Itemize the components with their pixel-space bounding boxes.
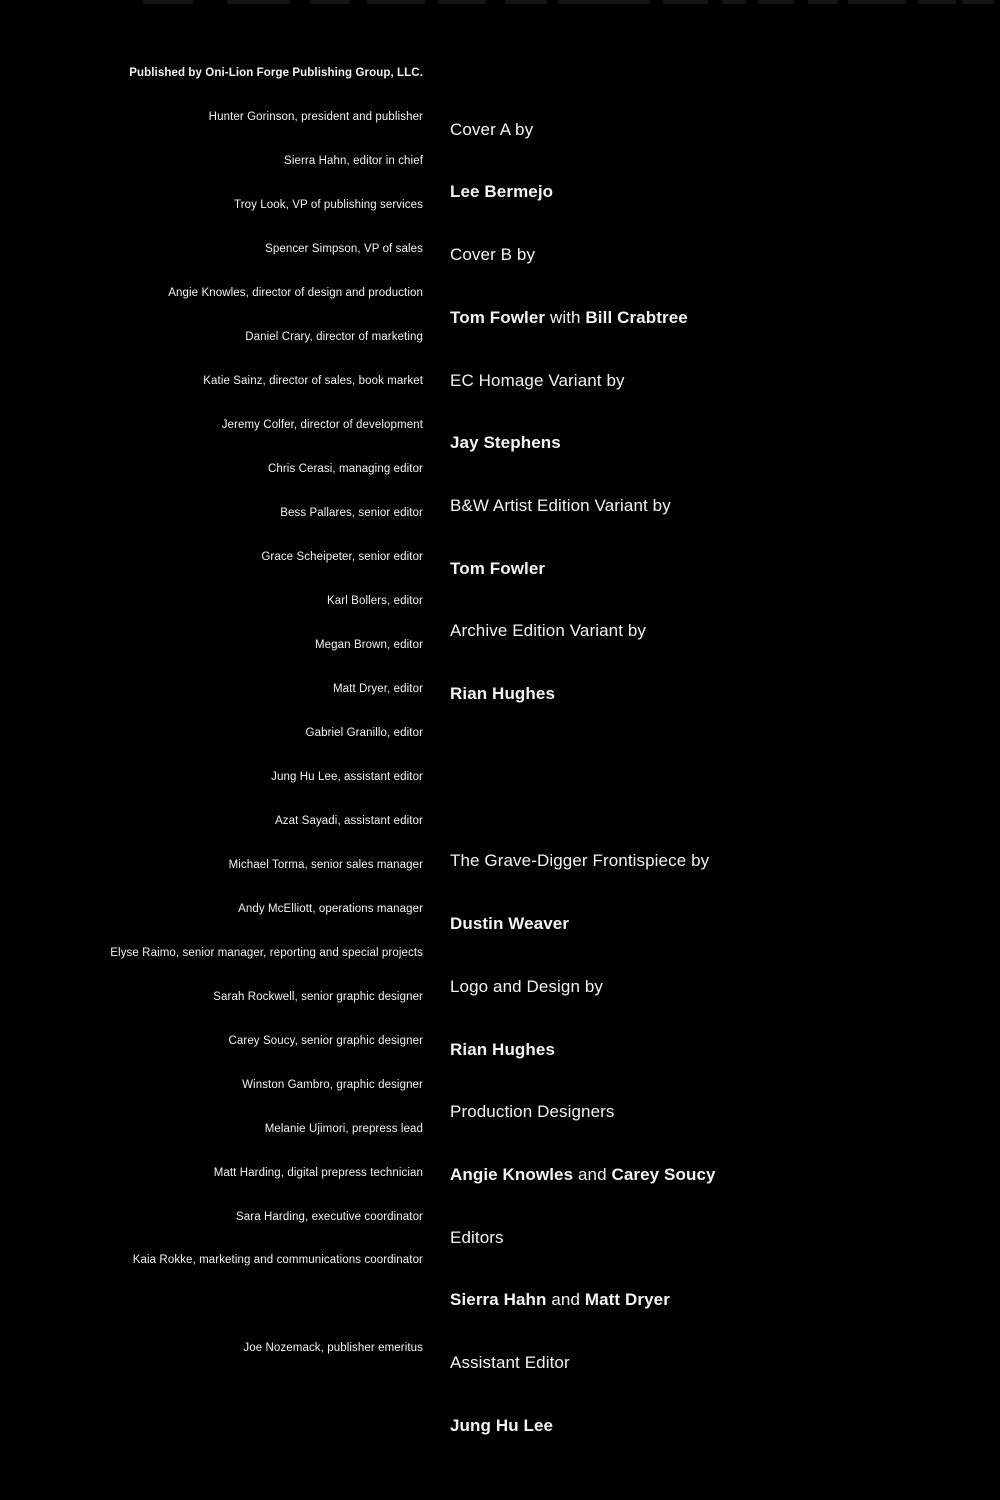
staff-line: Jeremy Colfer, director of development xyxy=(221,419,423,432)
staff-line: Melanie Ujimori, prepress lead xyxy=(264,1122,423,1135)
staff-line: Megan Brown, editor xyxy=(314,638,423,651)
staff-line: Troy Look, VP of publishing services xyxy=(234,199,423,212)
publishing-staff-column xyxy=(0,37,423,1371)
staff-line: Kaia Rokke, marketing and communications coordinator xyxy=(132,1254,423,1267)
staff-line: Bess Pallares, senior editor xyxy=(280,507,423,519)
credit-line: Cover A by xyxy=(450,119,534,139)
spacer xyxy=(0,1297,423,1312)
credit-line: Tom Fowler xyxy=(450,558,546,578)
credit-line: EC Homage Variant by xyxy=(450,370,625,390)
staff-line: Hunter Gorinson, president and publisher xyxy=(208,111,423,124)
credit-line: Dustin Weaver xyxy=(450,914,570,934)
staff-line: Sara Harding, executive coordinator xyxy=(236,1210,423,1223)
credit-line: The Grave-Digger Frontispiece by xyxy=(450,851,710,871)
staff-line: Carey Soucy, senior graphic designer xyxy=(228,1034,423,1047)
staff-line: Katie Sainz, director of sales, book market xyxy=(203,375,423,388)
interior-credits-section xyxy=(450,810,990,1479)
credit-line: Production Designers xyxy=(450,1102,615,1122)
publisher-emeritus-line: Joe Nozemack, publisher emeritus xyxy=(243,1342,423,1355)
credit-line: Sierra Hahn and Matt Dryer xyxy=(450,1290,670,1310)
staff-line: Grace Scheipeter, senior editor xyxy=(261,550,423,563)
staff-line: Sierra Hahn, editor in chief xyxy=(284,155,423,168)
staff-line: Chris Cerasi, managing editor xyxy=(267,463,423,476)
staff-line: Gabriel Granillo, editor xyxy=(305,726,423,739)
staff-line: Angie Knowles, director of design and production xyxy=(168,287,423,300)
staff-line: Jung Hu Lee, assistant editor xyxy=(271,770,423,783)
credit-line: Jung Hu Lee xyxy=(450,1415,554,1435)
credit-line: Cover B by xyxy=(450,245,536,265)
staff-line: Sarah Rockwell, senior graphic designer xyxy=(213,990,423,1003)
published-by-line: Published by Oni-Lion Forge Publishing Group, LLC. xyxy=(129,67,423,80)
credit-line: Rian Hughes xyxy=(450,684,556,704)
credit-line: Tom Fowler with Bill Crabtree xyxy=(450,307,688,327)
staff-line: Karl Bollers, editor xyxy=(327,594,423,607)
staff-line: Elyse Raimo, senior manager, reporting and special projects xyxy=(110,946,423,959)
credit-line: Logo and Design by xyxy=(450,976,604,996)
staff-line: Spencer Simpson, VP of sales xyxy=(265,243,423,256)
staff-line: Winston Gambro, graphic designer xyxy=(242,1078,423,1091)
creator-credits-column xyxy=(450,36,990,1500)
staff-line: Matt Harding, digital prepress technician xyxy=(213,1166,423,1179)
staff-line: Michael Torma, senior sales manager xyxy=(228,858,423,871)
credit-line: Angie Knowles and Carey Soucy xyxy=(450,1165,716,1185)
credit-line: Rian Hughes xyxy=(450,1039,556,1059)
staff-line: Daniel Crary, director of marketing xyxy=(245,331,423,344)
staff-line: Andy McElliott, operations manager xyxy=(238,902,423,915)
credit-line: Lee Bermejo xyxy=(450,182,554,202)
staff-line: Matt Dryer, editor xyxy=(333,682,423,695)
credit-line: Archive Edition Variant by xyxy=(450,621,646,641)
cover-credits-section xyxy=(450,78,990,747)
credit-line: Jay Stephens xyxy=(450,433,561,453)
top-edge-artifact xyxy=(0,0,1000,6)
credit-line: Assistant Editor xyxy=(450,1353,570,1373)
credit-line: B&W Artist Edition Variant by xyxy=(450,495,671,515)
credit-line: Editors xyxy=(450,1227,504,1247)
staff-line: Azat Sayadi, assistant editor xyxy=(274,814,423,827)
